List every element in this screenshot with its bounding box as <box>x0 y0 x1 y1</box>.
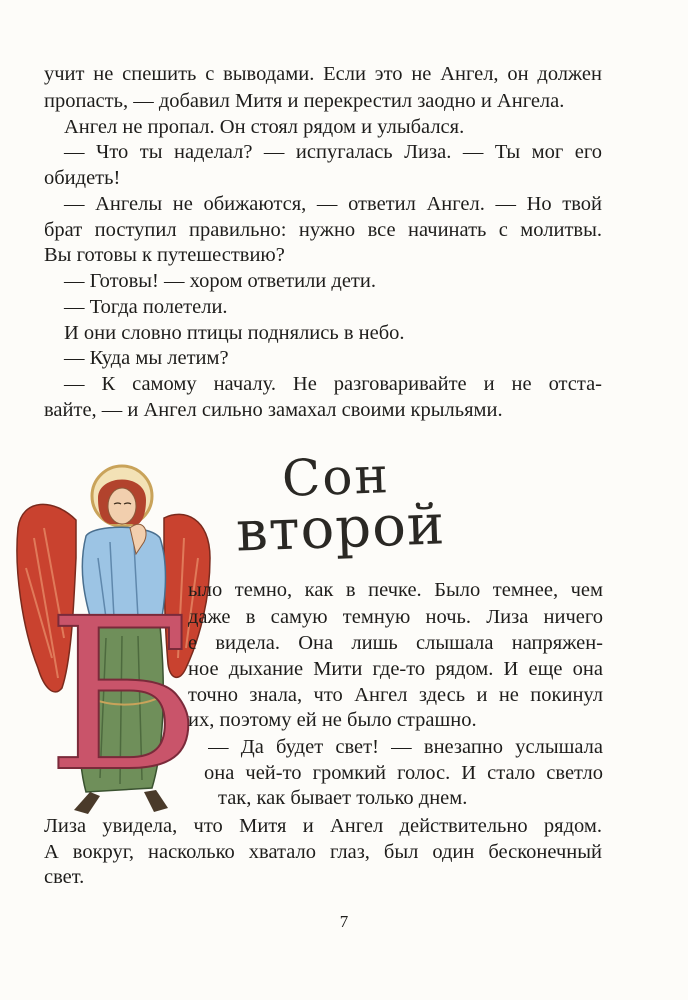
text-line: она чей-то громкий голос. И стало светло <box>204 762 603 784</box>
text-line: точно знала, что Ангел здесь и не покинул <box>188 684 603 706</box>
text-line: ыло темно, как в печке. Было темнее, чем <box>188 579 603 601</box>
text-line: Вы готовы к путешествию? <box>44 244 285 266</box>
text-line: А вокруг, насколько хватало глаз, был один бесконечный <box>44 841 602 863</box>
text-line: И они словно птицы поднялись в небо. <box>64 322 405 344</box>
text-line: их, поэтому ей не было страшно. <box>188 709 477 731</box>
text-line: — Да будет свет! — внезапно услышала <box>208 736 603 758</box>
text-line: — Тогда полетели. <box>64 296 228 318</box>
text-line: вайте, — и Ангел сильно замахал своими крыльями. <box>44 399 503 421</box>
text-line: ное дыхание Мити где-то рядом. И еще она <box>188 658 603 680</box>
text-line: пропасть, — добавил Митя и перекрестил заодно и Ангела. <box>44 90 565 112</box>
text-line: учит не спешить с выводами. Если это не Ангел, он должен <box>44 63 602 85</box>
text-line: брат поступил правильно: нужно все начинать с молитвы. <box>44 219 602 241</box>
text-line: обидеть! <box>44 167 121 189</box>
text-line: Лиза увидела, что Митя и Ангел действительно рядом. <box>44 815 602 837</box>
text-line: свет. <box>44 866 85 888</box>
text-line: — К самому началу. Не разговаривайте и не отста- <box>64 373 602 395</box>
text-line: Ангел не пропал. Он стоял рядом и улыбался. <box>64 116 465 138</box>
text-line: — Ангелы не обижаются, — ответил Ангел. — Но твой <box>64 193 602 215</box>
text-line: — Что ты наделал? — испугалась Лиза. — Ты мог его <box>64 141 602 163</box>
chapter-title-line1: Сон <box>281 446 391 508</box>
page-number: 7 <box>339 912 349 931</box>
chapter-title-line2: второй <box>234 492 447 565</box>
text-line: е видела. Она лишь слышала напряжен- <box>188 632 603 654</box>
text-line: так, как бывает только днем. <box>218 787 468 809</box>
text-line: — Куда мы летим? <box>64 347 229 369</box>
text-line: даже в самую темную ночь. Лиза ничего <box>188 606 603 628</box>
text-line: — Готовы! — хором ответили дети. <box>64 270 376 292</box>
drop-cap: Б <box>46 573 202 818</box>
angel-illustration <box>14 458 214 824</box>
